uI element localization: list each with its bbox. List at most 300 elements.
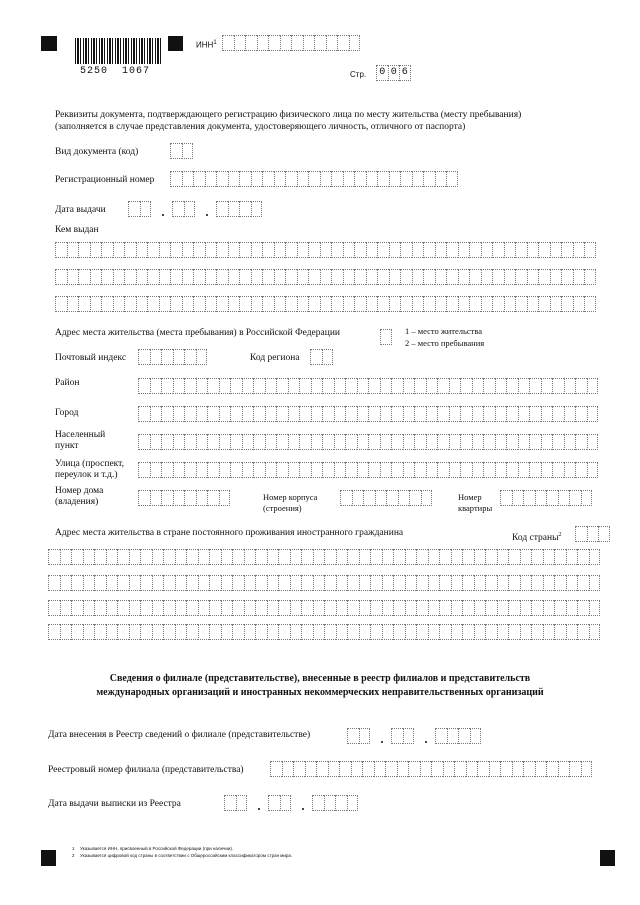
char-cell[interactable]	[397, 761, 409, 777]
char-cell[interactable]	[288, 406, 300, 422]
char-cell[interactable]	[336, 600, 348, 616]
char-cell[interactable]	[405, 549, 417, 565]
char-cell[interactable]	[209, 549, 221, 565]
char-cell[interactable]	[138, 462, 150, 478]
char-cell[interactable]	[313, 549, 325, 565]
char-cell[interactable]	[474, 624, 486, 640]
char-cell[interactable]	[497, 600, 509, 616]
char-cell[interactable]	[193, 296, 205, 312]
char-cell[interactable]	[196, 406, 208, 422]
char-cell[interactable]	[414, 434, 426, 450]
char-cell[interactable]	[159, 296, 171, 312]
char-cell[interactable]	[60, 600, 72, 616]
char-cell[interactable]	[150, 434, 162, 450]
char-cell[interactable]	[527, 296, 539, 312]
char-cell[interactable]	[564, 462, 576, 478]
char-cell[interactable]	[288, 462, 300, 478]
char-cell[interactable]	[558, 761, 570, 777]
char-cell[interactable]	[421, 490, 433, 506]
char-cell[interactable]	[435, 269, 447, 285]
char-cell[interactable]	[288, 378, 300, 394]
char-cell[interactable]	[492, 269, 504, 285]
char-cell[interactable]	[374, 761, 386, 777]
foreign-address-row-2[interactable]	[48, 575, 600, 591]
char-cell[interactable]	[386, 490, 398, 506]
char-cell[interactable]	[278, 549, 290, 565]
char-cell[interactable]	[255, 549, 267, 565]
char-cell[interactable]	[546, 761, 558, 777]
extract-date-day[interactable]	[224, 795, 247, 811]
char-cell[interactable]	[301, 624, 313, 640]
char-cell[interactable]	[541, 434, 553, 450]
char-cell[interactable]	[398, 490, 410, 506]
char-cell[interactable]	[106, 549, 118, 565]
char-cell[interactable]	[48, 624, 60, 640]
char-cell[interactable]	[196, 462, 208, 478]
char-cell[interactable]	[140, 575, 152, 591]
char-cell[interactable]	[357, 406, 369, 422]
char-cell[interactable]	[564, 406, 576, 422]
char-cell[interactable]	[299, 406, 311, 422]
char-cell[interactable]	[113, 242, 125, 258]
char-cell[interactable]	[541, 378, 553, 394]
char-cell[interactable]	[403, 406, 415, 422]
char-cell[interactable]	[219, 434, 231, 450]
char-cell[interactable]	[113, 296, 125, 312]
char-cell[interactable]	[331, 296, 343, 312]
char-cell[interactable]	[265, 378, 277, 394]
char-cell[interactable]	[462, 624, 474, 640]
char-cell[interactable]	[138, 434, 150, 450]
char-cell[interactable]	[124, 269, 136, 285]
char-cell[interactable]	[334, 434, 346, 450]
char-cell[interactable]	[589, 575, 601, 591]
char-cell[interactable]	[561, 296, 573, 312]
char-cell[interactable]	[460, 378, 472, 394]
char-cell[interactable]	[354, 242, 366, 258]
char-cell[interactable]	[207, 434, 219, 450]
char-cell[interactable]	[324, 600, 336, 616]
char-cell[interactable]	[538, 296, 550, 312]
char-cell[interactable]	[230, 406, 242, 422]
char-cell[interactable]	[474, 575, 486, 591]
char-cell[interactable]	[460, 434, 472, 450]
extract-date-month[interactable]	[268, 795, 291, 811]
char-cell[interactable]	[428, 624, 440, 640]
char-cell[interactable]	[512, 761, 524, 777]
char-cell[interactable]	[328, 761, 340, 777]
char-cell[interactable]	[362, 761, 374, 777]
char-cell[interactable]	[483, 434, 495, 450]
building-input[interactable]	[340, 490, 432, 506]
char-cell[interactable]	[518, 378, 530, 394]
char-cell[interactable]	[94, 549, 106, 565]
char-cell[interactable]	[136, 242, 148, 258]
char-cell[interactable]	[301, 549, 313, 565]
char-cell[interactable]	[152, 575, 164, 591]
char-cell[interactable]	[451, 600, 463, 616]
char-cell[interactable]	[265, 406, 277, 422]
char-cell[interactable]	[541, 462, 553, 478]
char-cell[interactable]	[186, 600, 198, 616]
char-cell[interactable]	[423, 269, 435, 285]
char-cell[interactable]	[377, 242, 389, 258]
char-cell[interactable]	[414, 462, 426, 478]
char-cell[interactable]	[242, 378, 254, 394]
char-cell[interactable]	[552, 462, 564, 478]
char-cell[interactable]	[481, 296, 493, 312]
char-cell[interactable]	[485, 575, 497, 591]
char-cell[interactable]	[290, 624, 302, 640]
entry-date-year[interactable]	[435, 728, 481, 744]
char-cell[interactable]	[504, 269, 516, 285]
char-cell[interactable]	[564, 378, 576, 394]
char-cell[interactable]	[83, 600, 95, 616]
char-cell[interactable]	[380, 434, 392, 450]
char-cell[interactable]	[564, 434, 576, 450]
char-cell[interactable]	[500, 490, 512, 506]
char-cell[interactable]	[242, 406, 254, 422]
char-cell[interactable]	[481, 269, 493, 285]
char-cell[interactable]	[290, 600, 302, 616]
char-cell[interactable]	[587, 406, 599, 422]
char-cell[interactable]	[308, 242, 320, 258]
char-cell[interactable]	[426, 406, 438, 422]
char-cell[interactable]	[186, 575, 198, 591]
char-cell[interactable]	[497, 575, 509, 591]
char-cell[interactable]	[101, 269, 113, 285]
char-cell[interactable]	[389, 296, 401, 312]
char-cell[interactable]	[472, 462, 484, 478]
postal-code-input[interactable]	[138, 349, 207, 365]
char-cell[interactable]	[462, 549, 474, 565]
char-cell[interactable]	[316, 761, 328, 777]
char-cell[interactable]	[420, 761, 432, 777]
char-cell[interactable]	[446, 269, 458, 285]
char-cell[interactable]	[230, 378, 242, 394]
char-cell[interactable]	[173, 406, 185, 422]
foreign-address-row-3[interactable]	[48, 600, 600, 616]
char-cell[interactable]	[334, 406, 346, 422]
char-cell[interactable]	[347, 549, 359, 565]
char-cell[interactable]	[449, 406, 461, 422]
district-input[interactable]	[138, 378, 598, 394]
char-cell[interactable]	[313, 575, 325, 591]
char-cell[interactable]	[255, 600, 267, 616]
char-cell[interactable]	[554, 624, 566, 640]
char-cell[interactable]	[504, 242, 516, 258]
char-cell[interactable]	[368, 406, 380, 422]
char-cell[interactable]	[382, 575, 394, 591]
char-cell[interactable]	[403, 378, 415, 394]
char-cell[interactable]	[276, 434, 288, 450]
char-cell[interactable]	[506, 434, 518, 450]
char-cell[interactable]	[382, 600, 394, 616]
char-cell[interactable]	[550, 296, 562, 312]
char-cell[interactable]	[587, 462, 599, 478]
char-cell[interactable]	[147, 296, 159, 312]
char-cell[interactable]	[71, 549, 83, 565]
char-cell[interactable]	[577, 600, 589, 616]
char-cell[interactable]	[380, 462, 392, 478]
char-cell[interactable]	[485, 600, 497, 616]
char-cell[interactable]	[520, 575, 532, 591]
char-cell[interactable]	[370, 600, 382, 616]
char-cell[interactable]	[345, 462, 357, 478]
char-cell[interactable]	[439, 549, 451, 565]
char-cell[interactable]	[573, 296, 585, 312]
reg-number-input[interactable]	[170, 171, 458, 187]
char-cell[interactable]	[531, 600, 543, 616]
char-cell[interactable]	[431, 761, 443, 777]
char-cell[interactable]	[320, 269, 332, 285]
entry-date-month[interactable]	[391, 728, 414, 744]
street-input[interactable]	[138, 462, 598, 478]
char-cell[interactable]	[561, 242, 573, 258]
char-cell[interactable]	[285, 242, 297, 258]
char-cell[interactable]	[391, 378, 403, 394]
char-cell[interactable]	[437, 462, 449, 478]
char-cell[interactable]	[416, 600, 428, 616]
char-cell[interactable]	[71, 575, 83, 591]
char-cell[interactable]	[529, 462, 541, 478]
char-cell[interactable]	[370, 575, 382, 591]
char-cell[interactable]	[587, 378, 599, 394]
char-cell[interactable]	[117, 600, 129, 616]
char-cell[interactable]	[423, 296, 435, 312]
char-cell[interactable]	[340, 490, 352, 506]
char-cell[interactable]	[495, 406, 507, 422]
char-cell[interactable]	[244, 600, 256, 616]
char-cell[interactable]	[458, 296, 470, 312]
char-cell[interactable]	[276, 378, 288, 394]
char-cell[interactable]	[577, 549, 589, 565]
char-cell[interactable]	[140, 600, 152, 616]
char-cell[interactable]	[347, 624, 359, 640]
char-cell[interactable]	[140, 549, 152, 565]
char-cell[interactable]	[535, 490, 547, 506]
char-cell[interactable]	[311, 434, 323, 450]
char-cell[interactable]	[566, 549, 578, 565]
char-cell[interactable]	[561, 269, 573, 285]
char-cell[interactable]	[239, 242, 251, 258]
char-cell[interactable]	[345, 406, 357, 422]
char-cell[interactable]	[345, 378, 357, 394]
char-cell[interactable]	[412, 296, 424, 312]
char-cell[interactable]	[569, 490, 581, 506]
char-cell[interactable]	[161, 378, 173, 394]
char-cell[interactable]	[173, 490, 185, 506]
char-cell[interactable]	[359, 600, 371, 616]
char-cell[interactable]	[94, 575, 106, 591]
char-cell[interactable]	[416, 549, 428, 565]
char-cell[interactable]	[343, 296, 355, 312]
char-cell[interactable]	[182, 269, 194, 285]
char-cell[interactable]	[529, 434, 541, 450]
char-cell[interactable]	[518, 434, 530, 450]
char-cell[interactable]	[554, 600, 566, 616]
char-cell[interactable]	[589, 624, 601, 640]
char-cell[interactable]	[209, 624, 221, 640]
char-cell[interactable]	[368, 462, 380, 478]
char-cell[interactable]	[278, 575, 290, 591]
char-cell[interactable]	[83, 624, 95, 640]
char-cell[interactable]	[352, 490, 364, 506]
char-cell[interactable]	[207, 378, 219, 394]
char-cell[interactable]	[575, 434, 587, 450]
inn-input[interactable]	[222, 35, 360, 51]
char-cell[interactable]	[449, 462, 461, 478]
char-cell[interactable]	[343, 242, 355, 258]
char-cell[interactable]	[409, 490, 421, 506]
char-cell[interactable]	[205, 242, 217, 258]
char-cell[interactable]	[354, 296, 366, 312]
char-cell[interactable]	[485, 549, 497, 565]
char-cell[interactable]	[495, 434, 507, 450]
char-cell[interactable]	[324, 575, 336, 591]
char-cell[interactable]	[184, 434, 196, 450]
char-cell[interactable]	[129, 575, 141, 591]
issued-by-row-1[interactable]	[55, 242, 596, 258]
char-cell[interactable]	[278, 600, 290, 616]
char-cell[interactable]	[443, 761, 455, 777]
char-cell[interactable]	[554, 575, 566, 591]
char-cell[interactable]	[150, 406, 162, 422]
char-cell[interactable]	[138, 378, 150, 394]
char-cell[interactable]	[173, 462, 185, 478]
char-cell[interactable]	[173, 434, 185, 450]
char-cell[interactable]	[251, 296, 263, 312]
char-cell[interactable]	[276, 406, 288, 422]
char-cell[interactable]	[173, 378, 185, 394]
char-cell[interactable]	[497, 549, 509, 565]
char-cell[interactable]	[239, 269, 251, 285]
char-cell[interactable]	[71, 624, 83, 640]
char-cell[interactable]	[308, 269, 320, 285]
char-cell[interactable]	[276, 462, 288, 478]
char-cell[interactable]	[439, 600, 451, 616]
char-cell[interactable]	[147, 269, 159, 285]
char-cell[interactable]	[451, 549, 463, 565]
char-cell[interactable]	[129, 624, 141, 640]
char-cell[interactable]	[529, 378, 541, 394]
char-cell[interactable]	[393, 549, 405, 565]
char-cell[interactable]	[584, 269, 596, 285]
char-cell[interactable]	[380, 406, 392, 422]
char-cell[interactable]	[324, 624, 336, 640]
char-cell[interactable]	[380, 378, 392, 394]
char-cell[interactable]	[366, 269, 378, 285]
char-cell[interactable]	[336, 624, 348, 640]
char-cell[interactable]	[414, 406, 426, 422]
issued-by-row-2[interactable]	[55, 269, 596, 285]
char-cell[interactable]	[543, 549, 555, 565]
char-cell[interactable]	[320, 242, 332, 258]
char-cell[interactable]	[531, 624, 543, 640]
char-cell[interactable]	[393, 624, 405, 640]
char-cell[interactable]	[184, 490, 196, 506]
char-cell[interactable]	[311, 406, 323, 422]
char-cell[interactable]	[297, 296, 309, 312]
char-cell[interactable]	[198, 600, 210, 616]
char-cell[interactable]	[543, 600, 555, 616]
char-cell[interactable]	[90, 296, 102, 312]
char-cell[interactable]	[506, 406, 518, 422]
doc-type-input[interactable]	[170, 143, 193, 159]
char-cell[interactable]	[518, 406, 530, 422]
char-cell[interactable]	[357, 434, 369, 450]
char-cell[interactable]	[170, 269, 182, 285]
char-cell[interactable]	[311, 378, 323, 394]
char-cell[interactable]	[48, 575, 60, 591]
char-cell[interactable]	[267, 600, 279, 616]
char-cell[interactable]	[67, 269, 79, 285]
char-cell[interactable]	[393, 575, 405, 591]
char-cell[interactable]	[193, 269, 205, 285]
char-cell[interactable]	[184, 406, 196, 422]
char-cell[interactable]	[531, 549, 543, 565]
char-cell[interactable]	[538, 242, 550, 258]
char-cell[interactable]	[403, 434, 415, 450]
char-cell[interactable]	[232, 600, 244, 616]
char-cell[interactable]	[117, 624, 129, 640]
char-cell[interactable]	[368, 434, 380, 450]
char-cell[interactable]	[515, 296, 527, 312]
char-cell[interactable]	[163, 575, 175, 591]
char-cell[interactable]	[552, 378, 564, 394]
char-cell[interactable]	[566, 600, 578, 616]
char-cell[interactable]	[435, 296, 447, 312]
char-cell[interactable]	[412, 269, 424, 285]
char-cell[interactable]	[228, 296, 240, 312]
char-cell[interactable]	[67, 242, 79, 258]
char-cell[interactable]	[270, 761, 282, 777]
branch-reg-number-input[interactable]	[270, 761, 592, 777]
char-cell[interactable]	[244, 624, 256, 640]
char-cell[interactable]	[161, 406, 173, 422]
char-cell[interactable]	[278, 624, 290, 640]
char-cell[interactable]	[253, 378, 265, 394]
char-cell[interactable]	[416, 624, 428, 640]
char-cell[interactable]	[262, 269, 274, 285]
char-cell[interactable]	[336, 549, 348, 565]
char-cell[interactable]	[101, 242, 113, 258]
char-cell[interactable]	[368, 378, 380, 394]
char-cell[interactable]	[347, 600, 359, 616]
char-cell[interactable]	[244, 575, 256, 591]
extract-date-year[interactable]	[312, 795, 358, 811]
char-cell[interactable]	[228, 242, 240, 258]
char-cell[interactable]	[322, 434, 334, 450]
char-cell[interactable]	[529, 406, 541, 422]
char-cell[interactable]	[320, 296, 332, 312]
char-cell[interactable]	[232, 624, 244, 640]
char-cell[interactable]	[462, 600, 474, 616]
char-cell[interactable]	[375, 490, 387, 506]
char-cell[interactable]	[512, 490, 524, 506]
char-cell[interactable]	[55, 242, 67, 258]
char-cell[interactable]	[150, 462, 162, 478]
char-cell[interactable]	[575, 462, 587, 478]
char-cell[interactable]	[55, 296, 67, 312]
char-cell[interactable]	[182, 242, 194, 258]
char-cell[interactable]	[274, 269, 286, 285]
char-cell[interactable]	[161, 490, 173, 506]
char-cell[interactable]	[230, 434, 242, 450]
char-cell[interactable]	[458, 269, 470, 285]
char-cell[interactable]	[293, 761, 305, 777]
char-cell[interactable]	[221, 549, 233, 565]
